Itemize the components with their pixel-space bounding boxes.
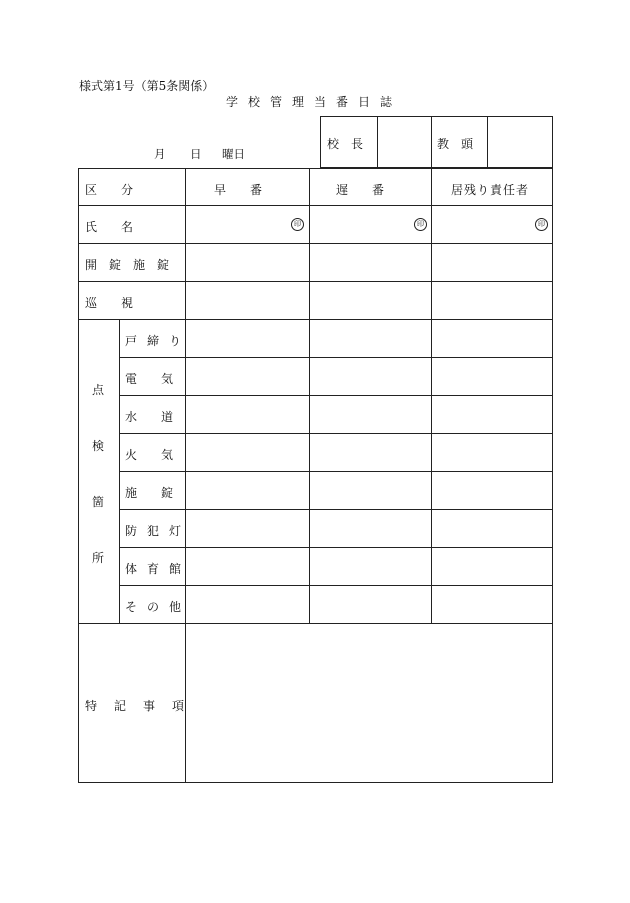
date-day: 日	[190, 147, 202, 161]
vice-principal-seal-area[interactable]	[488, 117, 552, 167]
date-month: 月	[154, 147, 166, 161]
seal-mark-overtime: 印	[535, 218, 548, 231]
lock-unlock-label: 開錠施錠	[85, 258, 182, 272]
inspection-item-security-light: 防犯灯	[125, 524, 192, 538]
inspection-item-fire: 火 気	[125, 448, 180, 462]
inspection-item-gym: 体育館	[125, 562, 192, 576]
inspection-item-doors: 戸締り	[125, 334, 192, 348]
seal-mark-late: 印	[414, 218, 427, 231]
early-shift-header: 早 番	[214, 183, 263, 197]
name-label: 氏 名	[85, 220, 134, 234]
inspection-label-3: 箇	[92, 495, 105, 509]
date-weekday: 曜日	[222, 147, 245, 161]
inspection-item-water: 水 道	[125, 410, 180, 424]
late-shift-header: 遅 番	[336, 183, 385, 197]
notes-area[interactable]	[186, 624, 552, 782]
form-number: 様式第1号（第5条関係）	[79, 79, 215, 93]
patrol-label: 巡 視	[85, 296, 134, 310]
document-title: 学校管理当番日誌	[226, 95, 403, 109]
inspection-item-locks: 施 錠	[125, 486, 180, 500]
inspection-label-4: 所	[92, 551, 105, 565]
vice-principal-label: 教 頭	[437, 137, 474, 151]
inspection-item-other: その他	[125, 600, 192, 614]
category-header: 区 分	[85, 183, 134, 197]
inspection-item-electricity: 電 気	[125, 372, 180, 386]
seal-mark-early: 印	[291, 218, 304, 231]
notes-label: 特記事項	[85, 699, 202, 713]
principal-seal-area[interactable]	[378, 117, 430, 167]
inspection-label-1: 点	[92, 383, 105, 397]
principal-label: 校 長	[327, 137, 364, 151]
overtime-manager-header: 居残り責任者	[451, 183, 530, 197]
inspection-label-2: 検	[92, 439, 105, 453]
